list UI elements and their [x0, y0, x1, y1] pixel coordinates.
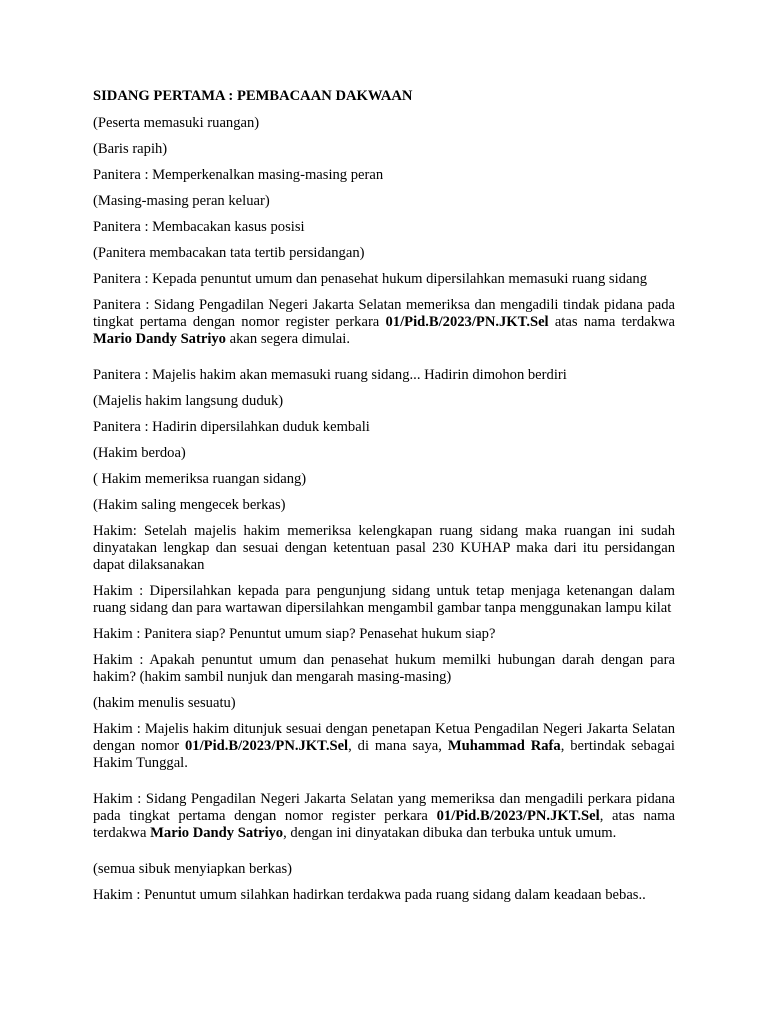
paragraph-text: Panitera : Membacakan kasus posisi [93, 219, 305, 235]
paragraph [93, 791, 675, 842]
case-number: 01/Pid.B/2023/PN.JKT.Sel [385, 314, 549, 330]
paragraph [93, 393, 675, 410]
paragraph-text: (Majelis hakim langsung duduk) [93, 393, 284, 409]
paragraph-text: (Panitera membacakan tata tertib persidangan) [93, 245, 365, 261]
paragraph [93, 245, 675, 262]
paragraph-text: atas nama terdakwa [548, 314, 676, 330]
paragraph [93, 497, 675, 514]
paragraph [93, 471, 675, 488]
paragraph [93, 367, 675, 384]
paragraph [93, 271, 675, 288]
paragraph-text: ( Hakim memeriksa ruangan sidang) [93, 471, 307, 487]
paragraph-text: , bertindak sebagai Hakim Tunggal. [93, 738, 675, 771]
paragraph-text: (Baris rapih) [93, 141, 168, 157]
paragraph-text: , di mana saya, [348, 738, 448, 754]
case-number: 01/Pid.B/2023/PN.JKT.Sel [436, 808, 600, 824]
paragraph [93, 219, 675, 236]
paragraph [93, 167, 675, 184]
paragraph [93, 141, 675, 158]
paragraph [93, 695, 675, 712]
paragraph-text: Panitera : Kepada penuntut umum dan penasehat hukum dipersilahkan memasuki ruang sidang [93, 271, 648, 287]
paragraph [93, 419, 675, 436]
paragraph-text: Hakim : Penuntut umum silahkan hadirkan terdakwa pada ruang sidang dalam keadaan bebas.. [93, 887, 646, 903]
case-number: 01/Pid.B/2023/PN.JKT.Sel [185, 738, 349, 754]
paragraph-text: Hakim : Panitera siap? Penuntut umum siap? Penasehat hukum siap? [93, 626, 496, 642]
paragraph-text: Hakim : Sidang Pengadilan Negeri Jakarta Selatan yang memeriksa dan mengadili perkara pidana pada tingkat pertama dengan nomor register perkara [93, 791, 675, 824]
paragraph-text: akan segera dimulai. [225, 331, 350, 347]
paragraph-text: (Hakim berdoa) [93, 445, 186, 461]
paragraph-text: (semua sibuk menyiapkan berkas) [93, 861, 292, 877]
paragraph-text: (Peserta memasuki ruangan) [93, 115, 260, 131]
paragraph [93, 523, 675, 574]
paragraph [93, 297, 675, 348]
paragraph [93, 721, 675, 772]
paragraph-text: Hakim: Setelah majelis hakim memeriksa kelengkapan ruang sidang maka ruangan ini sudah dinyatakan lengkap dan sesuai dengan ketentuan pasal 230 KUHAP maka dari itu persidangan dapat dilaksanakan [93, 523, 675, 573]
paragraph-text: (Masing-masing peran keluar) [93, 193, 270, 209]
defendant-name: Mario Dandy Satriyo [150, 825, 284, 841]
document-heading: SIDANG PERTAMA : PEMBACAAN DAKWAAN [93, 88, 413, 104]
paragraph [93, 861, 675, 878]
paragraph [93, 887, 675, 904]
paragraph-text: Hakim : Dipersilahkan kepada para pengunjung sidang untuk tetap menjaga ketenangan dalam ruang sidang dan para wartawan dipersilahkan mengambil gambar tanpa menggunakan lampu kilat [93, 583, 675, 616]
paragraph [93, 445, 675, 462]
paragraph-text: , dengan ini dinyatakan dibuka dan terbuka untuk umum. [283, 825, 617, 841]
paragraph-text: (hakim menulis sesuatu) [93, 695, 236, 711]
paragraph-text: Panitera : Majelis hakim akan memasuki ruang sidang... Hadirin dimohon berdiri [93, 367, 567, 383]
paragraph-text: Hakim : Majelis hakim ditunjuk sesuai dengan penetapan Ketua Pengadilan Negeri Jakarta Selatan dengan nomor [93, 721, 675, 754]
paragraph [93, 583, 675, 617]
paragraph [93, 626, 675, 643]
paragraph [93, 193, 675, 210]
judge-name: Muhammad Rafa [447, 738, 561, 754]
paragraph-text: Panitera : Hadirin dipersilahkan duduk kembali [93, 419, 370, 435]
paragraph-text: Panitera : Sidang Pengadilan Negeri Jakarta Selatan memeriksa dan mengadili tindak pidana pada tingkat pertama dengan nomor register perkara [93, 297, 675, 330]
defendant-name: Mario Dandy Satriyo [93, 331, 226, 347]
paragraph [93, 115, 675, 132]
document-page [93, 88, 675, 913]
paragraph-text: Hakim : Apakah penuntut umum dan penasehat hukum memilki hubungan darah dengan para hakim? (hakim sambil nunjuk dan mengarah masing-masing) [93, 652, 675, 685]
paragraph-text: , atas nama terdakwa [93, 808, 675, 841]
paragraph-text: (Hakim saling mengecek berkas) [93, 497, 286, 513]
paragraph [93, 652, 675, 686]
paragraph-text: Panitera : Memperkenalkan masing-masing peran [93, 167, 384, 183]
